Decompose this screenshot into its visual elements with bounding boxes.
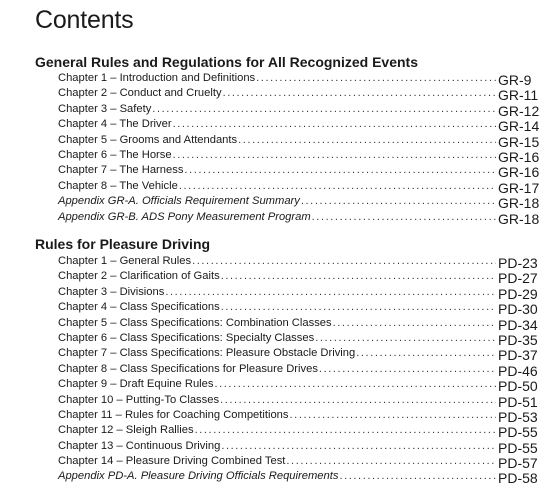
dot-leader bbox=[179, 179, 496, 194]
toc-entry-title: Chapter 1 – Introduction and Definitions bbox=[58, 72, 256, 84]
toc-page-number: GR-16 bbox=[498, 148, 540, 165]
toc-entry-title: Chapter 1 – General Rules bbox=[58, 255, 192, 267]
toc-entry-title: Chapter 2 – Clarification of Gaits bbox=[58, 270, 220, 283]
dot-leader bbox=[195, 423, 496, 438]
toc-entry-title: Chapter 6 – Class Specifications: Specialty Classes bbox=[58, 331, 315, 344]
toc-entry-title: Chapter 7 – The Harness bbox=[58, 164, 184, 177]
dot-leader bbox=[312, 210, 496, 225]
toc-entry[interactable] bbox=[58, 267, 544, 287]
dot-leader bbox=[256, 71, 496, 86]
toc-page-number: GR-18 bbox=[498, 195, 540, 212]
section-heading-general-rules: General Rules and Regulations for All Recognized Events bbox=[35, 54, 419, 70]
toc-page-number: PD-51 bbox=[498, 393, 538, 410]
toc-entry[interactable] bbox=[58, 314, 544, 333]
toc-entry[interactable] bbox=[58, 421, 544, 441]
toc-entry[interactable] bbox=[58, 283, 544, 302]
toc-page-number: PD-55 bbox=[498, 424, 538, 441]
dot-leader bbox=[333, 316, 496, 331]
dot-leader bbox=[220, 393, 496, 408]
dot-leader bbox=[286, 454, 496, 469]
toc-page-number: PD-23 bbox=[498, 255, 538, 271]
dot-leader bbox=[221, 300, 496, 315]
toc-entry-title: Appendix PD-A. Pleasure Driving Officials Requirements bbox=[58, 470, 339, 483]
toc-page-number: GR-11 bbox=[498, 87, 539, 104]
toc-page-number: GR-18 bbox=[498, 210, 540, 227]
dot-leader bbox=[184, 163, 496, 178]
toc-entry-title: Chapter 9 – Draft Equine Rules bbox=[58, 378, 214, 391]
toc-entry-title: Chapter 2 – Conduct and Cruelty bbox=[58, 87, 222, 100]
dot-leader bbox=[290, 408, 496, 423]
dot-leader bbox=[315, 331, 496, 346]
toc-page-number: GR-9 bbox=[498, 72, 532, 88]
dot-leader bbox=[339, 469, 496, 484]
section-heading-pleasure-driving: Rules for Pleasure Driving bbox=[35, 236, 211, 252]
toc-entry-title: Chapter 13 – Continuous Driving bbox=[58, 439, 221, 452]
toc-page-number: PD-46 bbox=[498, 362, 538, 379]
toc-page-number: PD-34 bbox=[498, 316, 538, 333]
toc-page-number: PD-30 bbox=[498, 301, 538, 318]
toc-entry[interactable] bbox=[58, 115, 544, 135]
toc-entry[interactable] bbox=[58, 467, 544, 487]
toc-entry-title: Appendix GR-B. ADS Pony Measurement Program bbox=[58, 210, 311, 223]
toc-entry[interactable] bbox=[58, 298, 544, 318]
dot-leader bbox=[173, 117, 496, 132]
toc-page-number: GR-16 bbox=[498, 164, 540, 181]
page-title: Contents bbox=[35, 6, 134, 34]
toc-entry-title: Chapter 8 – Class Specifications for Pleasure Drives bbox=[58, 362, 318, 375]
toc-page-number: GR-17 bbox=[498, 179, 540, 196]
dot-leader bbox=[165, 285, 496, 300]
dot-leader bbox=[319, 362, 496, 377]
toc-page-number: GR-12 bbox=[498, 102, 540, 119]
toc-page-number: PD-58 bbox=[498, 470, 538, 487]
toc-entry[interactable] bbox=[58, 192, 544, 212]
toc-entry-title: Chapter 4 – The Driver bbox=[58, 118, 172, 131]
dot-leader bbox=[301, 194, 496, 209]
dot-leader bbox=[221, 439, 496, 454]
toc-list-pleasure-driving bbox=[58, 252, 544, 487]
toc-entry[interactable] bbox=[58, 360, 544, 379]
toc-entry[interactable] bbox=[58, 208, 544, 227]
toc-entry[interactable] bbox=[58, 329, 544, 348]
toc-entry-title: Chapter 5 – Grooms and Attendants bbox=[58, 133, 238, 146]
dot-leader bbox=[214, 377, 496, 392]
toc-page-number: GR-15 bbox=[498, 133, 540, 150]
toc-entry-title: Appendix GR-A. Officials Requirement Summary bbox=[58, 195, 300, 208]
toc-page-number: PD-37 bbox=[498, 347, 538, 364]
toc-page-number: PD-50 bbox=[498, 378, 538, 395]
toc-entry[interactable] bbox=[58, 161, 544, 181]
toc-entry-title: Chapter 8 – The Vehicle bbox=[58, 179, 178, 192]
toc-page-number: PD-27 bbox=[498, 270, 538, 287]
toc-page-number: PD-35 bbox=[498, 331, 538, 348]
dot-leader bbox=[152, 102, 496, 117]
toc-entry[interactable] bbox=[58, 131, 544, 150]
toc-entry[interactable] bbox=[58, 177, 544, 196]
toc-entry-title: Chapter 11 – Rules for Coaching Competitions bbox=[58, 408, 289, 421]
toc-page-number: PD-29 bbox=[498, 285, 538, 302]
toc-page-number: PD-57 bbox=[498, 455, 538, 472]
toc-entry[interactable] bbox=[58, 146, 544, 165]
toc-entry-title: Chapter 10 – Putting-To Classes bbox=[58, 393, 220, 406]
toc-entry[interactable] bbox=[58, 344, 544, 364]
toc-page-number: PD-55 bbox=[498, 439, 538, 456]
toc-entry-title: Chapter 12 – Sleigh Rallies bbox=[58, 424, 194, 437]
toc-list-general-rules bbox=[58, 69, 544, 227]
toc-page-number: PD-53 bbox=[498, 408, 538, 425]
toc-entry[interactable] bbox=[58, 69, 544, 88]
toc-entry-title: Chapter 4 – Class Specifications bbox=[58, 301, 220, 314]
toc-entry-title: Chapter 3 – Safety bbox=[58, 102, 152, 115]
dot-leader bbox=[238, 133, 496, 148]
toc-page-number: GR-14 bbox=[498, 118, 540, 135]
toc-entry-title: Chapter 5 – Class Specifications: Combination Classes bbox=[58, 316, 332, 329]
toc-entry-title: Chapter 6 – The Horse bbox=[58, 148, 172, 161]
dot-leader bbox=[223, 86, 496, 101]
dot-leader bbox=[356, 346, 496, 361]
toc-entry[interactable] bbox=[58, 252, 544, 271]
toc-entry[interactable] bbox=[58, 452, 544, 472]
toc-entry[interactable] bbox=[58, 391, 544, 410]
toc-entry-title: Chapter 3 – Divisions bbox=[58, 285, 165, 298]
toc-entry-title: Chapter 14 – Pleasure Driving Combined Test bbox=[58, 455, 286, 468]
dot-leader bbox=[192, 254, 496, 269]
toc-entry[interactable] bbox=[58, 84, 544, 104]
toc-entry[interactable] bbox=[58, 406, 544, 425]
dot-leader bbox=[173, 148, 496, 163]
toc-entry[interactable] bbox=[58, 437, 544, 456]
toc-entry[interactable] bbox=[58, 375, 544, 395]
toc-entry[interactable] bbox=[58, 100, 544, 119]
dot-leader bbox=[221, 269, 496, 284]
toc-entry-title: Chapter 7 – Class Specifications: Pleasure Obstacle Driving bbox=[58, 347, 356, 360]
